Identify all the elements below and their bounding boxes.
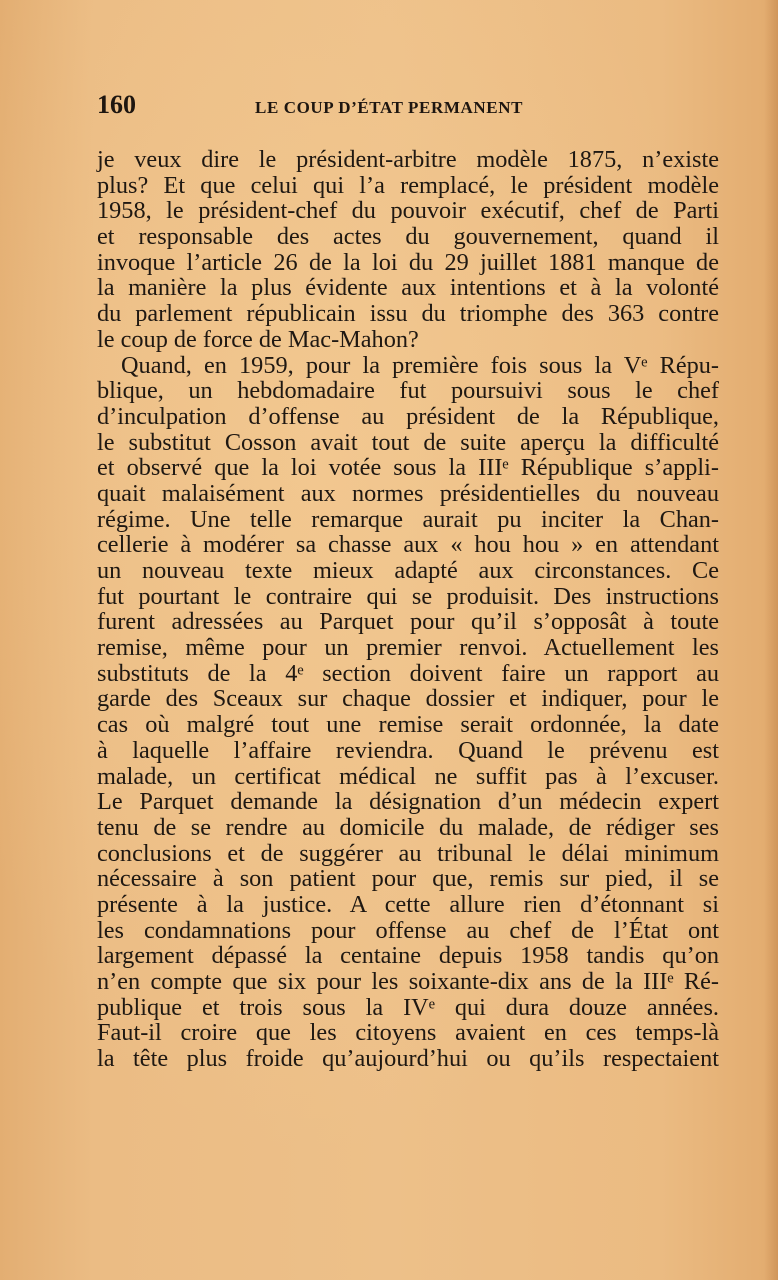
text-line: garde des Sceaux sur chaque dossier et indiquer, pour le: [97, 685, 719, 713]
text-line: invoque l’article 26 de la loi du 29 juillet 1881 manque de: [97, 248, 719, 276]
text-line: à laquelle l’affaire reviendra. Quand le prévenu est: [97, 736, 719, 764]
text-line: et responsable des actes du gouvernement, quand il: [97, 223, 719, 251]
text-line: présente à la justice. A cette allure rien d’étonnant si: [97, 890, 719, 918]
text-line: régime. Une telle remarque aurait pu inciter la Chan-: [97, 505, 719, 533]
page-header: [97, 90, 727, 130]
text-line: quait malaisément aux normes présidentielles du nouveau: [97, 479, 719, 507]
text-line: malade, un certificat médical ne suffit pas à l’excuser.: [97, 762, 719, 790]
text-line: du parlement républicain issu du triomphe des 363 contre: [97, 300, 719, 328]
text-line: fut pourtant le contraire qui se produisit. Des instructions: [97, 582, 719, 610]
text-line: je veux dire le président-arbitre modèle 1875, n’existe: [97, 146, 719, 173]
text-line: Le Parquet demande la désignation d’un médecin expert: [97, 788, 719, 816]
text-line: la tête plus froide qu’aujourd’hui ou qu’ils respectaient: [97, 1045, 719, 1073]
text-line: blique, un hebdomadaire fut poursuivi sous le chef: [97, 377, 719, 405]
text-line: nécessaire à son patient pour que, remis sur pied, il se: [97, 865, 719, 893]
text-line: le coup de force de Mac-Mahon?: [97, 325, 419, 353]
text-line: remise, même pour un premier renvoi. Actuellement les: [97, 634, 719, 662]
page-edge-shadow: [764, 0, 778, 1280]
text-line: un nouveau texte mieux adapté aux circonstances. Ce: [97, 557, 719, 584]
text-line: furent adressées au Parquet pour qu’il s’opposât à toute: [97, 608, 719, 636]
text-line: Faut-il croire que les citoyens avaient en ces temps-là: [97, 1019, 719, 1047]
text-line: la manière la plus évidente aux intentions et à la volonté: [97, 274, 719, 302]
running-title: LE COUP D’ÉTAT PERMANENT: [255, 98, 524, 117]
text-line: d’inculpation d’offense au président de la République,: [97, 402, 719, 430]
text-line: Quand, en 1959, pour la première fois sous la Vᵉ Répu-: [121, 351, 719, 379]
text-line: cas où malgré tout une remise serait ordonnée, la date: [97, 711, 719, 739]
text-line: substituts de la 4ᵉ section doivent faire un rapport au: [97, 659, 719, 687]
text-line: plus? Et que celui qui l’a remplacé, le président modèle: [97, 171, 719, 199]
body-text: [97, 147, 719, 1072]
text-line: n’en compte que six pour les soixante-dix ans de la IIIᵉ Ré-: [97, 968, 719, 995]
text-line: et observé que la loi votée sous la IIIᵉ République s’appli-: [97, 454, 719, 482]
page-number: 160: [97, 90, 136, 119]
text-line: cellerie à modérer sa chasse aux « hou hou » en attendant: [97, 531, 719, 559]
text-line: publique et trois sous la IVᵉ qui dura douze années.: [97, 993, 719, 1021]
text-line: 1958, le président-chef du pouvoir exécutif, chef de Parti: [97, 197, 719, 225]
text-line: le substitut Cosson avait tout de suite aperçu la difficulté: [97, 428, 719, 456]
text-line: les condamnations pour offense au chef de l’État ont: [97, 916, 719, 944]
text-line: conclusions et de suggérer au tribunal le délai minimum: [97, 839, 719, 867]
text-line: largement dépassé la centaine depuis 1958 tandis qu’on: [97, 942, 719, 970]
text-line: tenu de se rendre au domicile du malade, de rédiger ses: [97, 813, 719, 841]
